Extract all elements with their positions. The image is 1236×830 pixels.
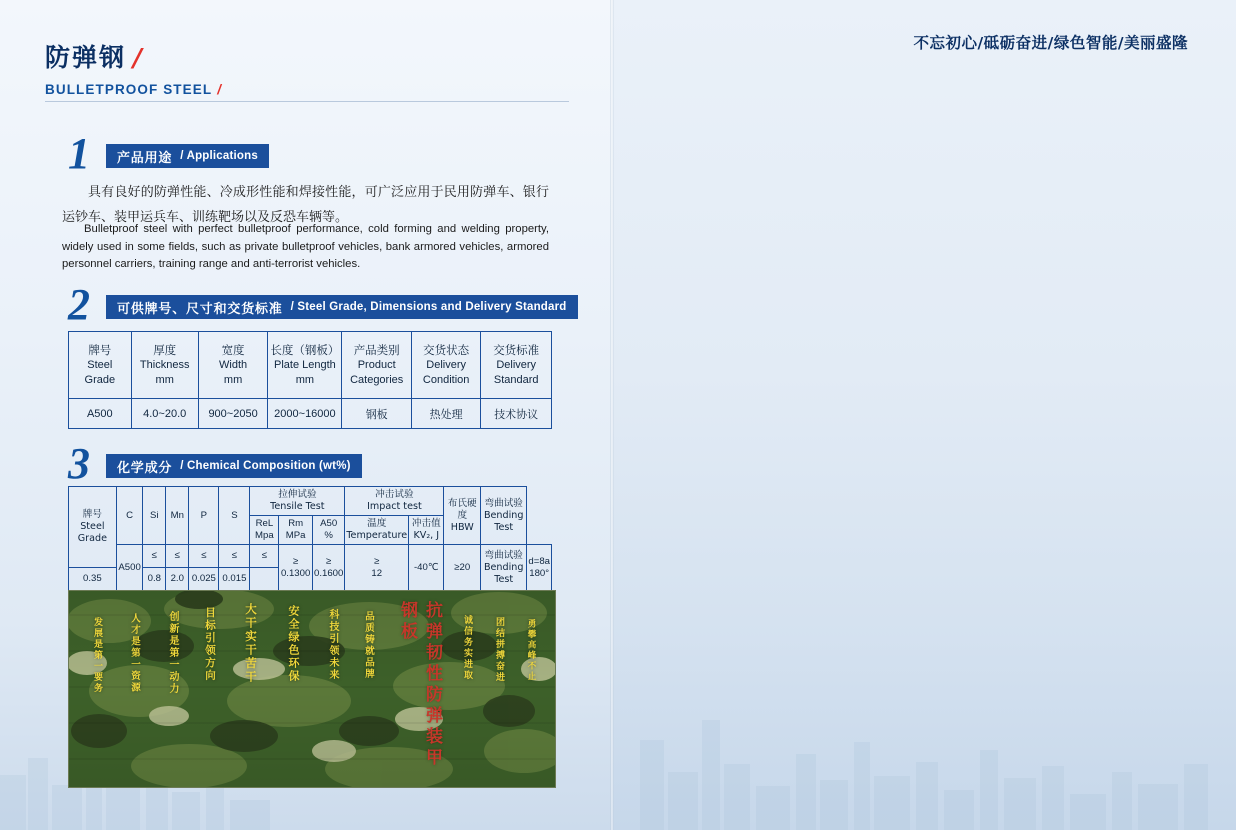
cell-rel [279, 545, 313, 591]
title-en [45, 82, 222, 97]
applications-paragraph-cn: 具有良好的防弹性能、冷成形性能和焊接性能，可广泛应用于民用防弹车、银行运钞车、装甲运兵车、训练靶场以及反恐车辆等。 [62, 185, 549, 225]
cell-mn-sign: ≤ [189, 545, 219, 568]
th-standard-en: Delivery [496, 358, 537, 371]
cell-p-sign: ≤ [219, 545, 250, 568]
th-thickness-en: Thickness [139, 358, 190, 371]
th-group-tensile-en: Tensile Test [270, 501, 325, 512]
th-rel-l1: ReL [255, 518, 274, 529]
th-category [342, 332, 412, 399]
th-bending-en: Bending [483, 509, 524, 521]
th-element-p: P [189, 487, 219, 545]
table-header-row [69, 487, 552, 516]
th-condition [411, 332, 480, 399]
th-element-mn: Mn [166, 487, 189, 545]
th-impact-value-en: KV₂, J [413, 530, 440, 541]
th-temperature [345, 516, 409, 545]
section-bar-3 [106, 454, 362, 478]
section-title-en-1: / Applications [180, 150, 258, 162]
th-rel-l2: Mpa [255, 530, 274, 541]
th-impact-value-cn: 冲击值 [411, 518, 441, 529]
cell-rel-sign: ≥ [293, 555, 299, 567]
th-hardness [444, 487, 481, 545]
th-a50 [312, 516, 344, 545]
th-a50-l1: A50 [320, 518, 338, 529]
steel-grade-table [68, 331, 552, 429]
cell-length: 2000~16000 [268, 399, 342, 429]
cell-c-value: 0.35 [69, 568, 117, 591]
cell-c-sign: ≤ [143, 545, 166, 568]
banner-title: 抗弹韧性防弹装甲钢板 [397, 601, 442, 769]
cell-a50 [345, 545, 409, 591]
header-divider [45, 101, 569, 102]
th-element-c: C [116, 487, 143, 545]
th-a50-l2: % [324, 530, 333, 541]
th-impact-value [409, 516, 444, 545]
cell-si-sign: ≤ [166, 545, 189, 568]
th-width-unit: mm [223, 373, 243, 386]
title-en-text: BULLETPROOF STEEL [45, 82, 213, 97]
section-title-en-2: / Steel Grade, Dimensions and Delivery Standard [290, 301, 567, 313]
th-chem-grade-cn: 牌号 [82, 509, 102, 520]
banner-column-8: 品质铸就品牌 [363, 611, 374, 680]
cell-temperature: -40℃ [409, 545, 444, 591]
th-condition-cn: 交货状态 [423, 342, 470, 357]
banner-column-7: 科技引领未来 [327, 609, 338, 681]
title-cn-text: 防弹钢 [45, 43, 127, 72]
section-title-cn-1: 产品用途 [117, 150, 173, 166]
th-rm [279, 516, 313, 545]
th-grade-cn: 牌号 [88, 342, 112, 357]
th-rm-l2: MPa [285, 530, 306, 541]
section-number-2: 2 [68, 280, 90, 329]
th-thickness-unit: mm [155, 373, 174, 386]
cell-chem-grade: A500 [116, 545, 143, 591]
cell-bending-2: 180° [529, 567, 550, 579]
th-standard-cn: 交货标准 [493, 342, 540, 357]
th-grade-en: Steel Grade [84, 358, 116, 386]
banner-column-5: 大干实干苦干 [244, 603, 258, 684]
th-group-impact-cn: 冲击试验 [375, 489, 414, 500]
cell-hardness-en: Bending [483, 561, 524, 573]
banner-column-4: 目标引领方向 [204, 607, 216, 682]
banner-column-11: 团结拼搏奋进 [494, 617, 504, 683]
product-photo [68, 590, 556, 788]
section-bar-2 [106, 295, 578, 319]
th-width-cn: 宽度 [221, 342, 245, 357]
th-thickness [131, 332, 198, 399]
cell-bending [527, 545, 552, 591]
cell-a50-value: 12 [371, 567, 383, 579]
cell-hardness-cn: 弯曲试验 [484, 549, 523, 561]
cell-impact-value: ≥20 [444, 545, 481, 591]
cell-condition: 热处理 [411, 399, 480, 429]
cell-rm-sign: ≥ [326, 555, 332, 567]
th-chem-grade-en: Steel Grade [77, 521, 107, 544]
cell-p-value: 0.025 [189, 568, 219, 591]
banner-column-10: 诚信务实进取 [462, 615, 472, 681]
th-condition-en: Delivery [426, 358, 467, 371]
th-category-en: Product [357, 358, 396, 371]
th-group-impact-en: Impact test [367, 501, 422, 512]
cell-standard: 技术协议 [481, 399, 552, 429]
th-width-en: Width [219, 358, 248, 371]
cell-grade: A500 [69, 399, 132, 429]
cell-mn-value: 2.0 [166, 568, 189, 591]
th-thickness-cn: 厚度 [153, 342, 177, 357]
th-temperature-cn: 温度 [367, 518, 387, 529]
cell-rm-value: 0.1600 [313, 567, 344, 579]
section-number-3: 3 [68, 439, 90, 488]
title-cn [45, 38, 222, 74]
cell-category: 钢板 [342, 399, 412, 429]
cell-hardness [481, 545, 527, 591]
th-bending-cn: 弯曲试验 [484, 497, 523, 509]
th-element-s: S [219, 487, 250, 545]
banner-text [69, 591, 555, 787]
section-bar-1 [106, 144, 269, 168]
table-row [69, 399, 552, 429]
cell-width: 900~2050 [198, 399, 268, 429]
cell-hardness-en2: Test [494, 573, 514, 585]
table-row [69, 545, 552, 568]
th-category-cn: 产品类别 [353, 342, 400, 357]
th-hardness-cn: 布氏硬度 [447, 497, 477, 521]
title-slash-icon: / [133, 43, 145, 72]
section-title-cn-3: 化学成分 [117, 460, 173, 476]
th-bending [481, 487, 527, 545]
section-title-cn-2: 可供牌号、尺寸和交货标准 [117, 301, 283, 317]
th-standard-en2: Standard [493, 373, 539, 386]
title-en-slash-icon: / [217, 82, 223, 97]
th-category-en2: Categories [350, 373, 404, 386]
section-number-1: 1 [68, 129, 90, 178]
banner-column-3: 创新是第一动力 [167, 611, 178, 695]
th-hardness-en: HBW [450, 521, 474, 533]
page-title [45, 38, 222, 97]
th-group-impact [345, 487, 444, 516]
th-group-tensile-cn: 拉伸试验 [278, 489, 317, 500]
th-length-cn: 长度（钢板） [270, 342, 340, 357]
banner-column-12: 勇攀高峰不止 [526, 619, 536, 682]
th-length [268, 332, 342, 399]
chemical-composition-table [68, 486, 552, 591]
th-temperature-en: Temperature [346, 530, 408, 541]
section-title-en-3: / Chemical Composition (wt%) [180, 460, 351, 472]
th-bending-en2: Test [494, 521, 514, 533]
cell-bending-1: d=8a [528, 555, 550, 567]
th-chem-grade [69, 487, 117, 568]
th-condition-en2: Condition [422, 373, 470, 386]
th-group-tensile [250, 487, 345, 516]
cell-si-value: 0.8 [143, 568, 166, 591]
th-length-en: Plate Length [274, 358, 336, 371]
cell-a50-sign: ≥ [374, 555, 380, 567]
th-width [198, 332, 268, 399]
th-rel [250, 516, 279, 545]
th-length-unit: mm [295, 373, 315, 386]
banner-column-6: 安全绿色环保 [287, 605, 300, 683]
cell-thickness: 4.0~20.0 [131, 399, 198, 429]
cell-s-sign: ≤ [250, 545, 279, 568]
th-standard [481, 332, 552, 399]
banner-column-1: 发展是第一要务 [92, 617, 102, 694]
applications-paragraph-en: Bulletproof steel with perfect bulletproof performance, cold forming and welding property, widely used in some fields, such as private bulletproof vehicles, bank armored vehicles, armored personnel carriers, training range and anti-terrorist vehicles. [62, 223, 549, 270]
cell-rm [312, 545, 344, 591]
table-header-row [69, 332, 552, 399]
banner-column-2: 人才是第一资源 [129, 613, 140, 694]
cell-rel-value: 0.1300 [280, 567, 311, 579]
th-element-si: Si [143, 487, 166, 545]
cell-s-value: 0.015 [219, 568, 250, 591]
th-grade [69, 332, 132, 399]
corporate-slogan: 不忘初心/砥砺奋进/绿色智能/美丽盛隆 [913, 34, 1188, 52]
th-rm-l1: Rm [288, 518, 304, 529]
